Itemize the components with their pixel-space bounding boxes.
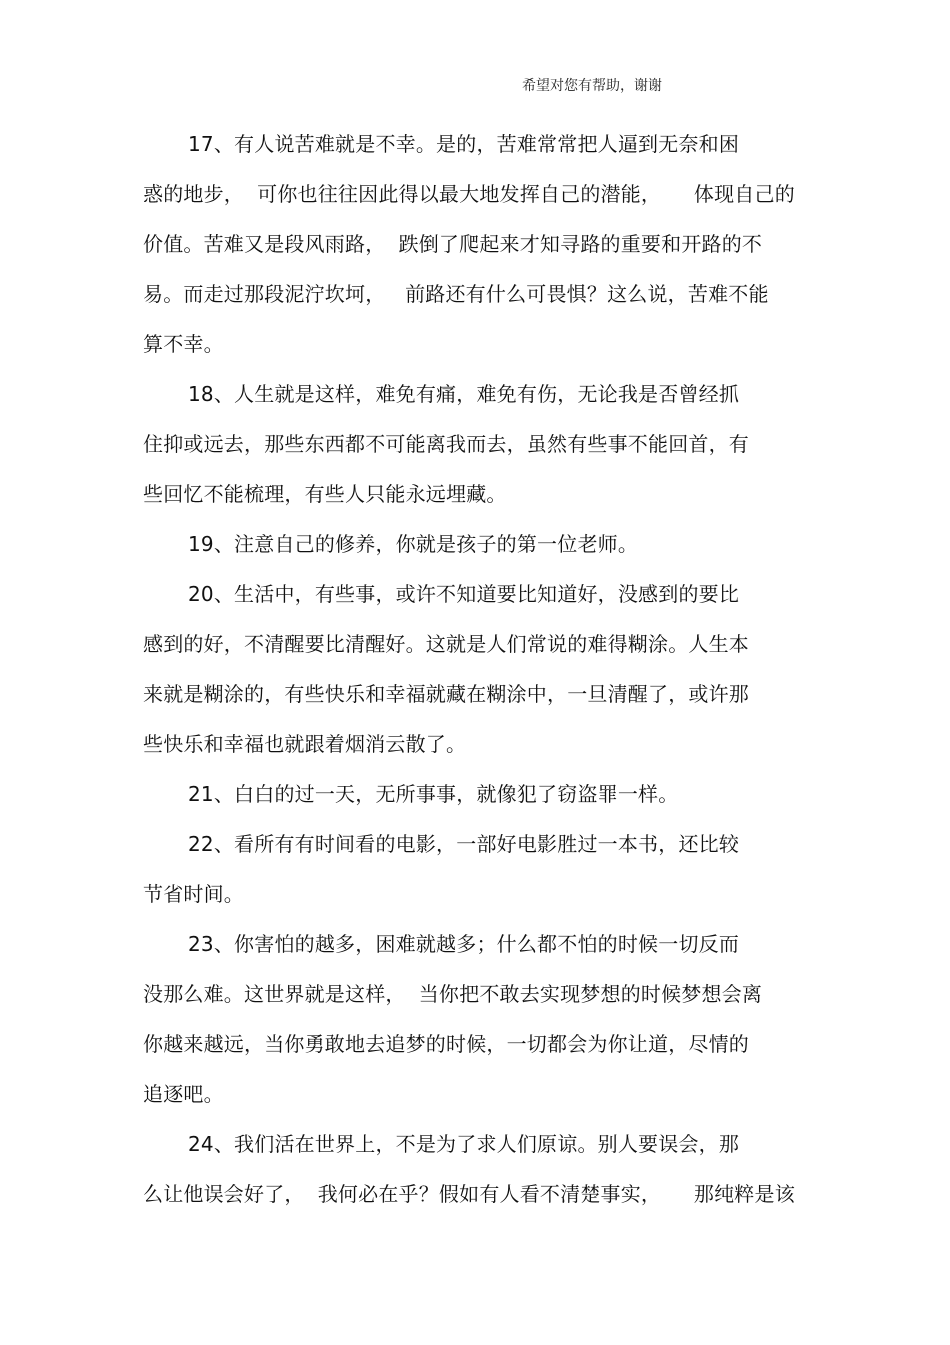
- paragraph-23-line-1: 23、你害怕的越多，困难就越多；什么都不怕的时候一切反而: [188, 932, 740, 956]
- paragraph-23-line-2: 没那么难。这世界就是这样， 当你把不敢去实现梦想的时候梦想会离: [143, 982, 763, 1006]
- paragraph-18-line-3: 些回忆不能梳理，有些人只能永远埋藏。: [143, 482, 507, 506]
- paragraph-24-line-2: 么让他误会好了， 我何必在乎？假如有人看不清楚事实， 那纯粹是该: [143, 1182, 795, 1206]
- paragraph-23-line-3: 你越来越远，当你勇敢地去追梦的时候，一切都会为你让道，尽情的: [143, 1032, 749, 1056]
- paragraph-22-line-1: 22、看所有有时间看的电影，一部好电影胜过一本书，还比较: [188, 832, 740, 856]
- paragraph-22-line-2: 节省时间。: [143, 882, 244, 906]
- paragraph-17-line-3: 价值。苦难又是段风雨路， 跌倒了爬起来才知寻路的重要和开路的不: [143, 232, 763, 256]
- paragraph-17-line-2: 惑的地步， 可你也往往因此得以最大地发挥自己的潜能， 体现自己的: [143, 182, 795, 206]
- paragraph-23-line-4: 追逐吧。: [143, 1082, 224, 1106]
- paragraph-19-line-1: 19、注意自己的修养，你就是孩子的第一位老师。: [188, 532, 639, 556]
- paragraph-20-line-1: 20、生活中，有些事，或许不知道要比知道好，没感到的要比: [188, 582, 740, 606]
- paragraph-18-line-1: 18、人生就是这样，难免有痛，难免有伤，无论我是否曾经抓: [188, 382, 740, 406]
- paragraph-20-line-4: 些快乐和幸福也就跟着烟消云散了。: [143, 732, 467, 756]
- paragraph-17-line-1: 17、有人说苦难就是不幸。是的，苦难常常把人逼到无奈和困: [188, 132, 740, 156]
- paragraph-21-line-1: 21、白白的过一天，无所事事，就像犯了窃盗罪一样。: [188, 782, 679, 806]
- page-header-text: 希望对您有帮助，谢谢: [522, 78, 662, 94]
- paragraph-24-line-1: 24、我们活在世界上，不是为了求人们原谅。别人要误会，那: [188, 1132, 740, 1156]
- paragraph-20-line-3: 来就是糊涂的，有些快乐和幸福就藏在糊涂中，一旦清醒了，或许那: [143, 682, 749, 706]
- paragraph-18-line-2: 住抑或远去，那些东西都不可能离我而去，虽然有些事不能回首，有: [143, 432, 749, 456]
- paragraph-17-line-5: 算不幸。: [143, 332, 224, 356]
- paragraph-20-line-2: 感到的好，不清醒要比清醒好。这就是人们常说的难得糊涂。人生本: [143, 632, 749, 656]
- paragraph-17-line-4: 易。而走过那段泥泞坎坷， 前路还有什么可畏惧？这么说，苦难不能: [143, 282, 769, 306]
